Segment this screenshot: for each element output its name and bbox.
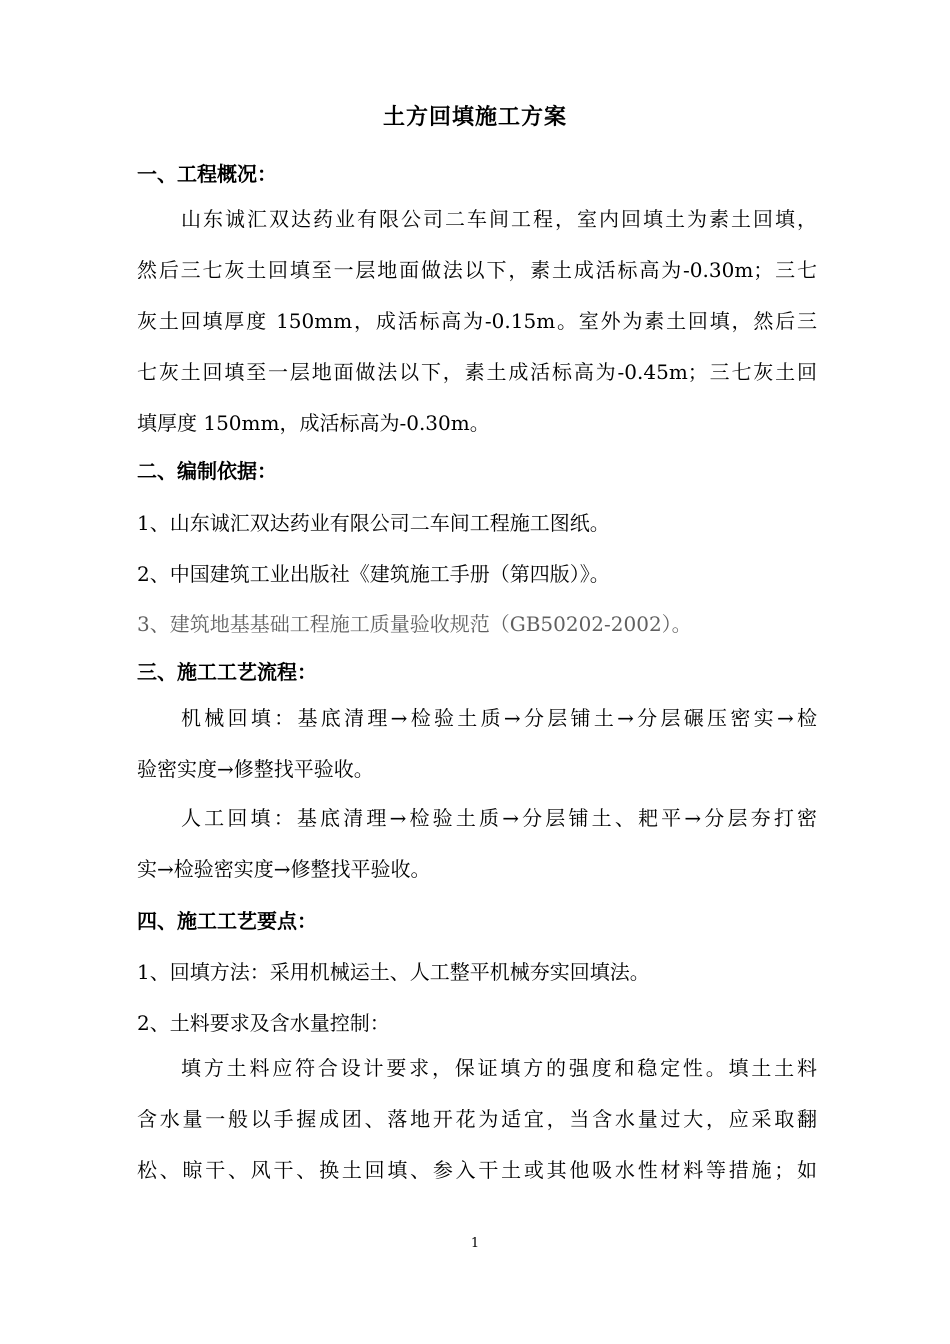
soil-requirements-paragraph xyxy=(137,1043,817,1196)
basis-item: 3、建筑地基基础工程施工质量验收规范（GB50202-2002）。 xyxy=(137,612,692,636)
overview-line: 灰土回填厚度 150mm，成活标高为-0.15m。室外为素土回填，然后三 xyxy=(137,309,817,333)
manual-backfill-paragraph xyxy=(137,793,817,895)
manual-line: 人工回填：基底清理→检验土质→分层铺土、耙平→分层夯打密 xyxy=(181,806,817,830)
soil-line: 松、晾干、风干、换土回填、参入干土或其他吸水性材料等措施；如 xyxy=(137,1158,817,1182)
section-heading-overview: 一、工程概况： xyxy=(137,162,277,186)
key-point-item: 1、回填方法：采用机械运土、人工整平机械夯实回填法。 xyxy=(137,960,650,984)
mechanical-line: 验密实度→修整找平验收。 xyxy=(137,757,374,781)
overview-line: 山东诚汇双达药业有限公司二车间工程，室内回填土为素土回填， xyxy=(181,207,817,231)
section-heading-process-flow: 三、施工工艺流程： xyxy=(137,660,317,684)
mechanical-line: 机械回填：基底清理→检验土质→分层铺土→分层碾压密实→检 xyxy=(181,706,817,730)
soil-line: 填方土料应符合设计要求，保证填方的强度和稳定性。填土土料 xyxy=(181,1056,817,1080)
soil-line: 含水量一般以手握成团、落地开花为适宜，当含水量过大，应采取翻 xyxy=(137,1107,817,1131)
overview-line: 填厚度 150mm，成活标高为-0.30m。 xyxy=(137,411,490,435)
mechanical-backfill-paragraph xyxy=(137,693,817,795)
overview-line: 七灰土回填至一层地面做法以下，素土成活标高为-0.45m；三七灰土回 xyxy=(137,360,817,384)
page-number: 1 xyxy=(470,1236,480,1251)
document-title: 土方回填施工方案 xyxy=(382,104,567,130)
basis-item: 1、山东诚汇双达药业有限公司二车间工程施工图纸。 xyxy=(137,511,610,535)
overview-line: 然后三七灰土回填至一层地面做法以下，素土成活标高为-0.30m；三七 xyxy=(137,258,817,282)
key-point-item: 2、土料要求及含水量控制： xyxy=(137,1011,390,1035)
manual-line: 实→检验密实度→修整找平验收。 xyxy=(137,857,431,881)
basis-item: 2、中国建筑工业出版社《建筑施工手册（第四版）》。 xyxy=(137,562,610,586)
section-heading-key-points: 四、施工工艺要点： xyxy=(137,909,317,933)
section-heading-basis: 二、编制依据： xyxy=(137,459,277,483)
overview-paragraph xyxy=(137,194,817,449)
